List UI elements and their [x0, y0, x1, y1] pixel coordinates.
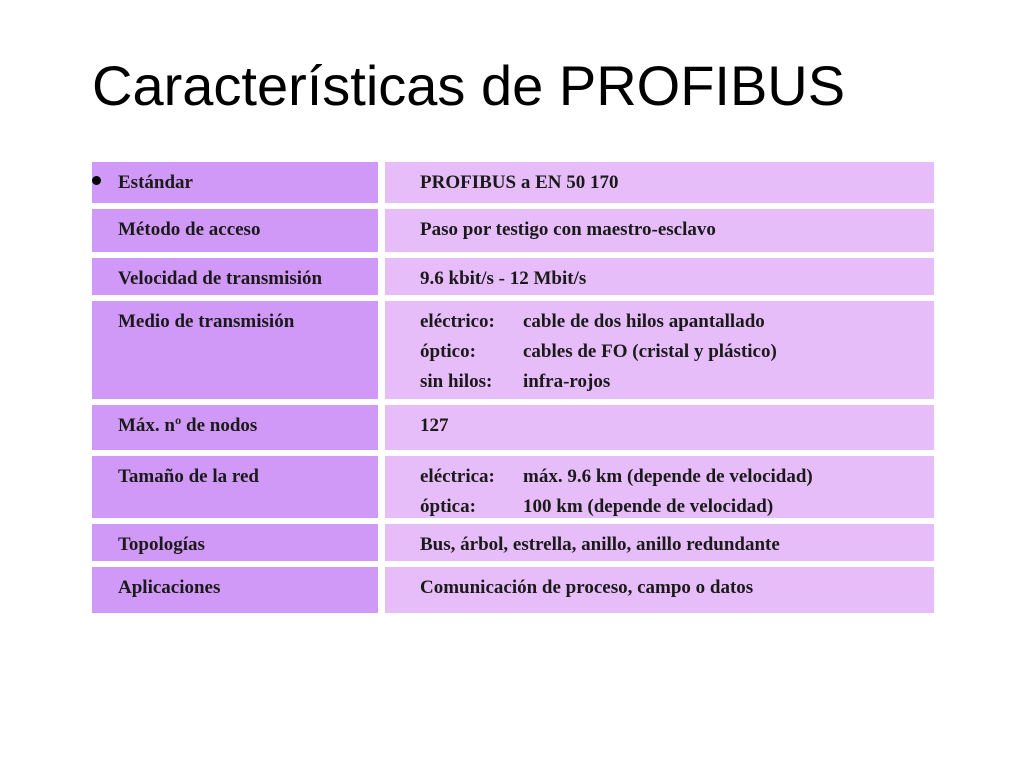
row-label: Método de acceso [118, 219, 261, 240]
row-value-cell [385, 258, 934, 295]
table-row-medio [92, 301, 934, 399]
row-value: PROFIBUS a EN 50 170 [420, 172, 619, 193]
value-line-key: óptico: [420, 341, 476, 362]
value-line-key: óptica: [420, 496, 476, 517]
row-value: Comunicación de proceso, campo o datos [420, 577, 754, 598]
row-value-cell [385, 456, 934, 518]
row-label-cell [92, 405, 378, 450]
value-line [420, 462, 934, 492]
row-label: Tamaño de la red [118, 466, 259, 487]
row-label: Aplicaciones [118, 577, 221, 598]
row-label-cell [92, 162, 378, 203]
value-line-text: cables de FO (cristal y plástico) [523, 341, 777, 362]
row-label-cell [92, 258, 378, 295]
table-row-estandar [92, 162, 934, 203]
row-value-cell [385, 162, 934, 203]
value-line-text: 100 km (depende de velocidad) [523, 496, 774, 517]
row-value-cell [385, 301, 934, 399]
row-label-cell [92, 209, 378, 252]
table-row-tamano-red [92, 456, 934, 518]
value-line [420, 337, 934, 367]
row-value-cell [385, 209, 934, 252]
row-label: Máx. nº de nodos [118, 415, 258, 436]
value-line [420, 492, 934, 522]
row-value-cell [385, 524, 934, 561]
value-line [420, 307, 934, 337]
row-value-cell [385, 567, 934, 613]
table-row-aplicaciones [92, 567, 934, 613]
bullet-icon [92, 176, 101, 185]
value-line-text: máx. 9.6 km (depende de velocidad) [523, 466, 813, 487]
slide-title: Características de PROFIBUS [92, 54, 846, 117]
row-value: Bus, árbol, estrella, anillo, anillo redundante [420, 534, 780, 555]
value-line-key: eléctrico: [420, 311, 495, 332]
row-label-cell [92, 456, 378, 518]
row-value: Paso por testigo con maestro-esclavo [420, 219, 716, 240]
table-row-velocidad [92, 258, 934, 295]
row-label-cell [92, 567, 378, 613]
row-value: 127 [420, 415, 449, 436]
value-line-text: cable de dos hilos apantallado [523, 311, 765, 332]
value-line-key: sin hilos: [420, 371, 493, 392]
row-label: Estándar [118, 172, 193, 193]
row-label: Velocidad de transmisión [118, 268, 323, 289]
table-row-topologias [92, 524, 934, 561]
row-label: Topologías [118, 534, 205, 555]
row-label: Medio de transmisión [118, 311, 295, 332]
features-table [92, 162, 934, 619]
row-label-cell [92, 524, 378, 561]
row-label-cell [92, 301, 378, 399]
row-value: 9.6 kbit/s - 12 Mbit/s [420, 268, 587, 289]
table-row-metodo-acceso [92, 209, 934, 252]
value-line-text: infra-rojos [523, 371, 611, 392]
value-line-key: eléctrica: [420, 466, 495, 487]
row-value-cell [385, 405, 934, 450]
value-line [420, 367, 934, 397]
table-row-max-nodos [92, 405, 934, 450]
